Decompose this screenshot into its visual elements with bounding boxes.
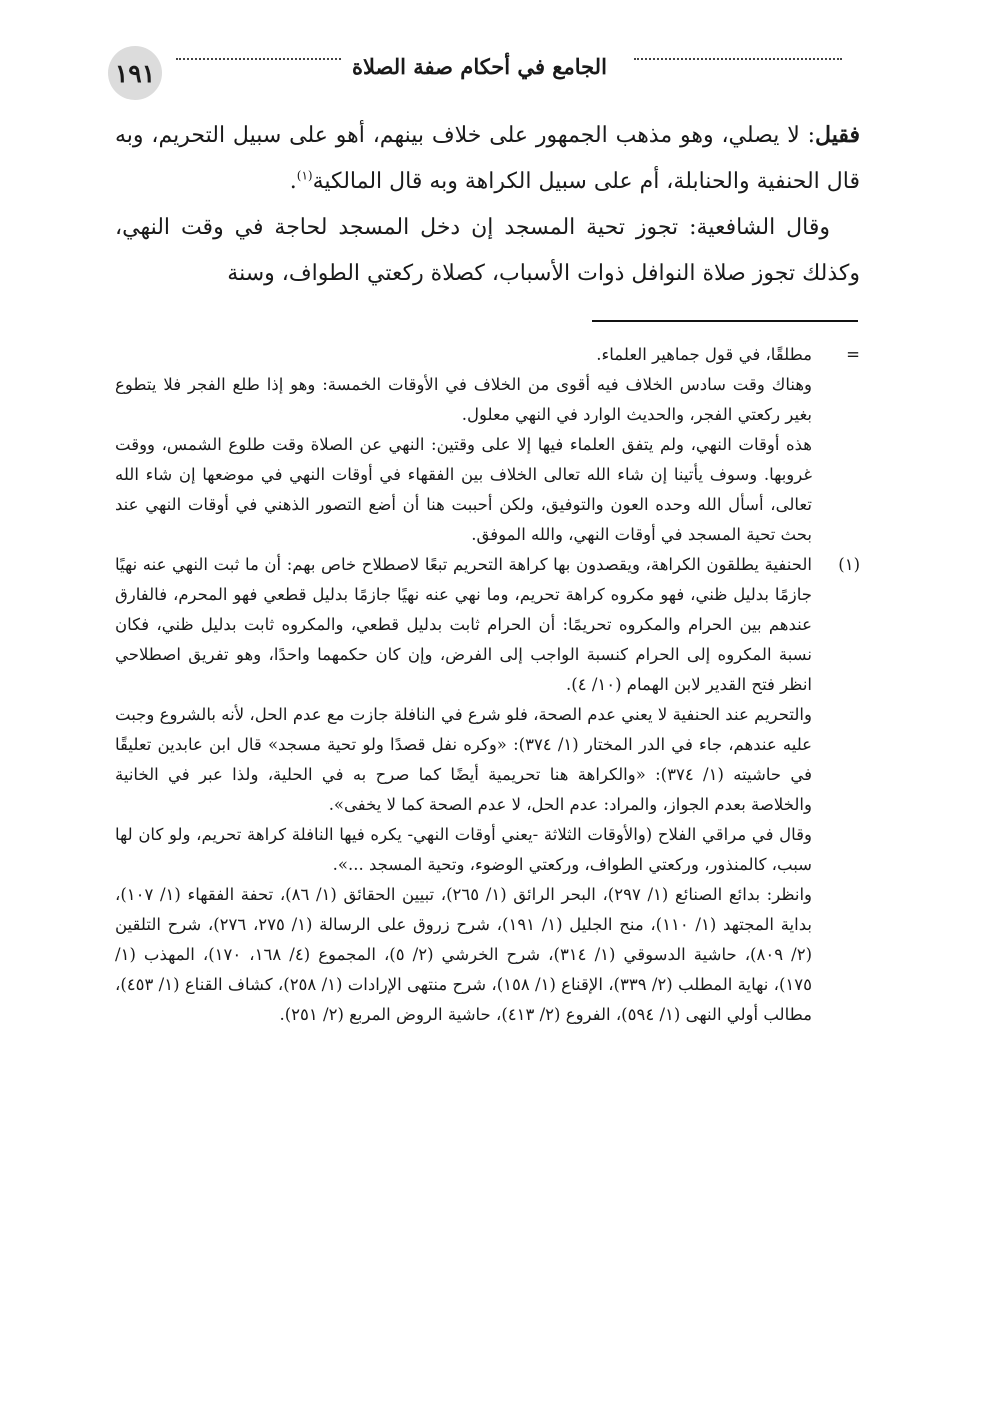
footnote-separator <box>592 320 858 322</box>
page-number: ١٩١ <box>108 46 162 100</box>
footnote-text: الحنفية يطلقون الكراهة، ويقصدون بها كراهة التحريم تبعًا لاصطلاح خاص بهم: أن ما ثبت النهي عنه نهيًا جازمًا بدليل ظني، فهو مكروه كراهة تحريم، وما نهي عنه نهيًا جازمًا بدليل قطعي فهو المحرم، فالفارق عندهم بين الحرام والمكروه تحريمًا: أن الحرام ثابت بدليل قطعي، والمكروه ثابت بدليل ظني، فكان نسبة المكروه إلى الحرام كنسبة الواجب إلى الفرض، وإن كان حكمهما واحدًا، وهو تفريق اصطلاحي انظر فتح القدير لابن الهمام (١٠/ ٤). <box>115 555 812 694</box>
footnote-paragraph: وقال في مراقي الفلاح (والأوقات الثلاثة -يعني أوقات النهي- يكره فيها النافلة كراهة تحريم، ولو كان لها سبب، كالمنذور، وركعتي الطواف، وركعتي الوضوء، وتحية المسجد ...». <box>115 825 812 874</box>
header-dotted-leader <box>176 58 341 60</box>
footnote-paragraph: والتحريم عند الحنفية لا يعني عدم الصحة، فلو شرع في النافلة جازت مع عدم الحل، لأنه بالشروع وجبت عليه عندهم، جاء في الدر المختار (١/ ٣٧٤): «وكره نفل قصدًا ولو تحية مسجد» قال ابن عابدين تعليقًا في حاشيته (١/ ٣٧٤): «والكراهة هنا تحريمية أيضًا كما صرح به في الحلية، ولذا عبر في الخانية والخلاصة بعدم الجواز، والمراد: عدم الحل، لا عدم الصحة كما لا يخفى». <box>115 705 812 814</box>
continuation-mark: = <box>846 345 860 364</box>
footnote-paragraph: وهناك وقت سادس الخلاف فيه أقوى من الخلاف في الأوقات الخمسة: وهو إذا طلع الفجر فلا يتطوع بغير ركعتي الفجر، والحديث الوارد في النهي معلول. <box>115 375 812 424</box>
header-dotted-leader <box>634 58 842 60</box>
footnote-paragraph: وانظر: بدائع الصنائع (١/ ٢٩٧)، البحر الرائق (١/ ٢٦٥)، تبيين الحقائق (١/ ٨٦)، تحفة الفقهاء (١/ ١٠٧)، بداية المجتهد (١/ ١١٠)، منح الجليل (١/ ١٩١)، شرح زروق على الرسالة (١/ ٢٧٥، ٢٧٦)، شرح التلقين (٢/ ٨٠٩)، حاشية الدسوقي (١/ ٣١٤)، شرح الخرشي (٢/ ٥)، المجموع (٤/ ١٦٨، ١٧٠)، المهذب (١/ ١٧٥)، نهاية المطلب (٢/ ٣٣٩)، الإقناع (١/ ١٥٨)، شرح منتهى الإرادات (١/ ٢٥٨)، كشاف القناع (١/ ٤٥٣)، مطالب أولي النهى (١/ ٥٩٤)، الفروع (٢/ ٤١٣)، حاشية الروض المربع (٢/ ٢٥١). <box>115 885 813 1024</box>
footnotes <box>115 340 860 1030</box>
footnote-number: (١) <box>838 555 860 574</box>
footnote-text: مطلقًا، في قول جماهير العلماء. <box>596 345 812 364</box>
footnote-paragraph <box>115 550 860 700</box>
main-text <box>115 112 860 297</box>
footnote-paragraph: هذه أوقات النهي، ولم يتفق العلماء فيها إلا على وقتين: النهي عن الصلاة وقت طلوع الشمس، ووقت غروبها. وسوف يأتينا إن شاء الله تعالى الخلاف بين الفقهاء في أوقات النهي في موضعها إن شاء الله تعالى، أسأل الله وحده العون والتوفيق، ولكن أحببت هنا أن أضع التصور الذهني في أوقات النهي عند بحث تحية المسجد في أوقات النهي، والله الموفق. <box>115 435 812 544</box>
paragraph-text: : لا يصلي، وهو مذهب الجمهور على خلاف بينهم، أهو على سبيل التحريم، وبه قال الحنفية والحنابلة، أم على سبيل الكراهة وبه قال المالكية <box>115 123 860 194</box>
main-paragraph: وقال الشافعية: تجوز تحية المسجد إن دخل المسجد لحاجة في وقت النهي، وكذلك تجوز صلاة النوافل ذوات الأسباب، كصلاة ركعتي الطواف، وسنة <box>115 215 860 286</box>
running-title: الجامع في أحكام صفة الصلاة <box>352 54 607 79</box>
lead-word: فقيل <box>815 122 860 148</box>
footnote-paragraph <box>115 340 860 370</box>
footnote-reference[interactable]: (١) <box>296 168 313 183</box>
sentence-end: . <box>289 169 297 194</box>
page-header <box>108 40 858 98</box>
main-paragraph <box>115 112 860 205</box>
